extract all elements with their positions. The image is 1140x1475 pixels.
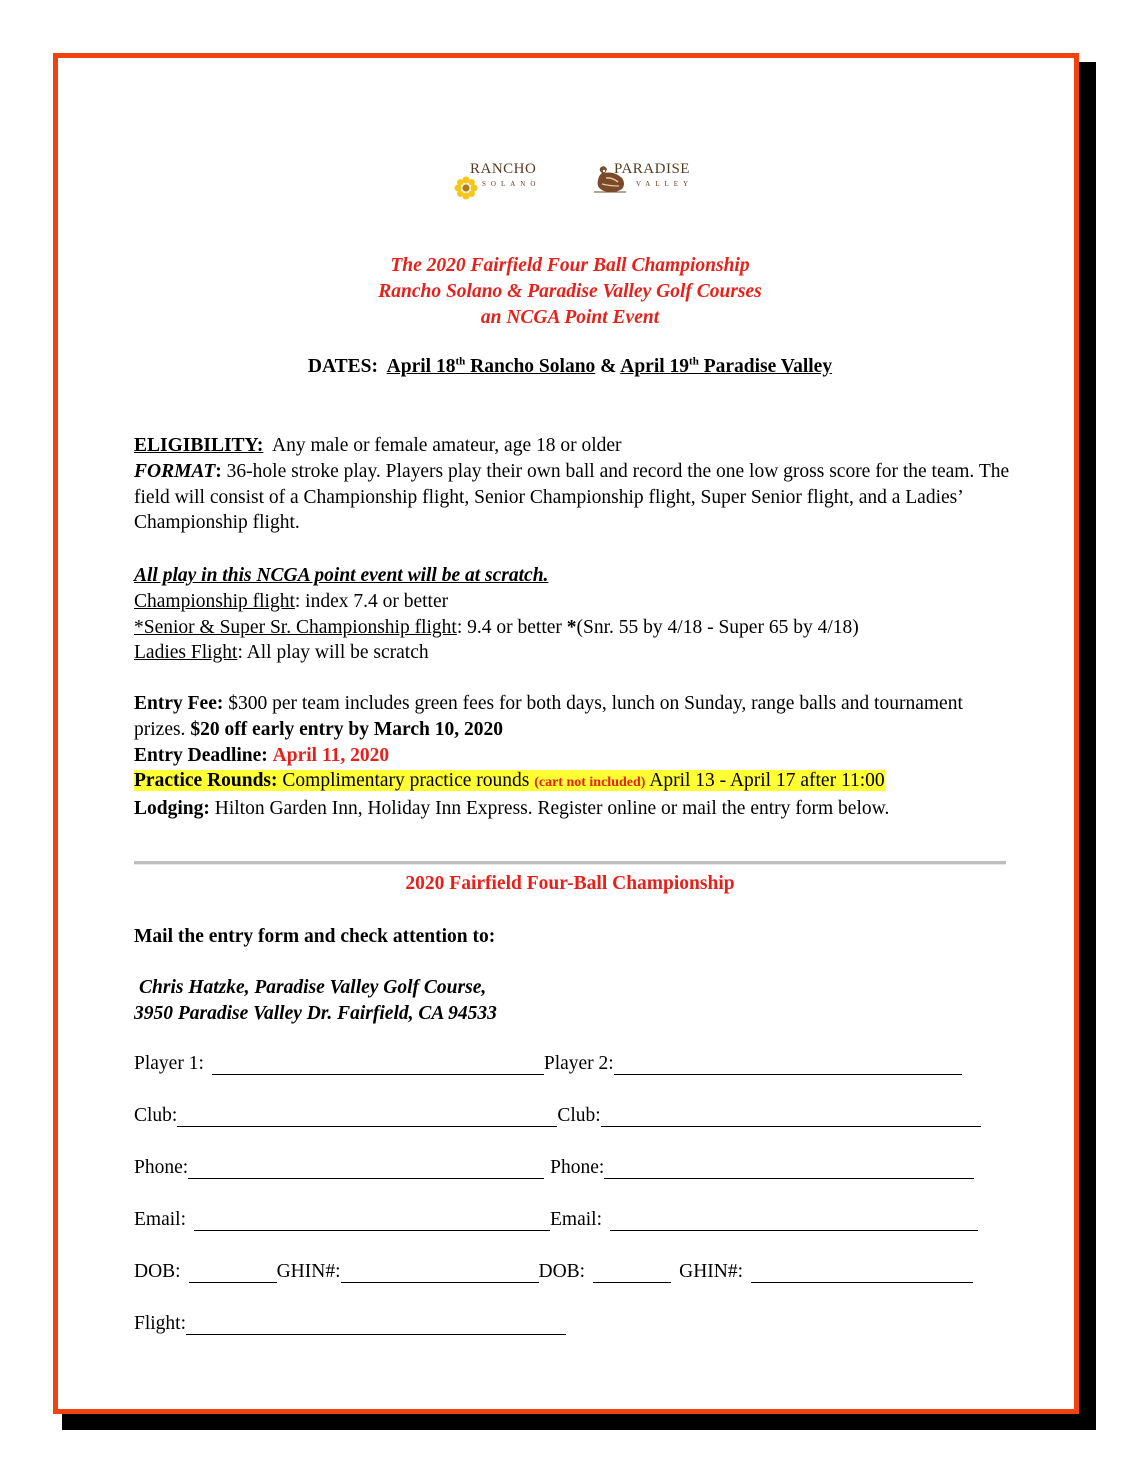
- entry-fee-text: $300 per team includes green fees for both days, lunch on Sunday, range balls and tournament prizes.: [134, 693, 963, 740]
- entry-deadline-value: April 11, 2020: [272, 744, 390, 766]
- flights-section: [134, 563, 1014, 666]
- event-title-block: [0, 253, 1140, 331]
- entry-fee-discount: $20 off early entry by March 10, 2020: [190, 718, 503, 740]
- eligibility-text: Any male or female amateur, age 18 or older: [272, 435, 622, 456]
- email2-label: Email:: [550, 1209, 602, 1230]
- format-text: 36-hole stroke play. Players play their own ball and record the one low gross score for the team. The field will consist of a Championship flight, Senior Championship flight, Super Senior flight, and a Ladies’ Championship flight.: [134, 460, 1010, 534]
- paradise-logo-word: PARADISE: [614, 161, 690, 177]
- date1-day: April 18: [386, 356, 456, 377]
- flight-senior: [134, 615, 1014, 641]
- eligibility-label: ELIGIBILITY:: [134, 435, 264, 456]
- eligibility-line: [134, 433, 1014, 459]
- flight-label: Flight:: [134, 1313, 187, 1334]
- phone1-input[interactable]: [188, 1160, 544, 1179]
- flight-ladies: [134, 640, 1014, 666]
- rancho-logo-sub: SOLANO: [482, 180, 541, 188]
- entry-fee-label: Entry Fee:: [134, 693, 224, 714]
- phone1-label: Phone:: [134, 1157, 189, 1178]
- ghin1-input[interactable]: [341, 1264, 539, 1283]
- email1-input[interactable]: [194, 1212, 550, 1231]
- flight-championship: [134, 589, 1014, 615]
- date1-suffix: th: [455, 355, 466, 368]
- club2-input[interactable]: [601, 1108, 981, 1127]
- flight1-text: : index 7.4 or better: [294, 590, 449, 612]
- event-dates: [0, 356, 1140, 378]
- address-line2: 3950 Paradise Valley Dr. Fairfield, CA 94533: [134, 1002, 497, 1024]
- lodging-text: Hilton Garden Inn, Holiday Inn Express. Register online or mail the entry form below.: [209, 798, 890, 820]
- practice-rounds-line: [134, 768, 1014, 796]
- entry-deadline-label: Entry Deadline:: [134, 744, 268, 766]
- flight2-note: (Snr. 55 by 4/18 - Super 65 by 4/18): [576, 616, 859, 638]
- event-courses: Rancho Solano & Paradise Valley Golf Courses: [378, 281, 762, 302]
- dates-amp: &: [600, 356, 617, 377]
- section-divider: [134, 861, 1006, 865]
- flight3-label: Ladies Flight: [134, 642, 238, 664]
- format-paragraph: [134, 459, 1014, 536]
- entry-deadline-line: [134, 743, 1014, 769]
- ghin2-label: GHIN#:: [679, 1261, 744, 1282]
- practice-label: Practice Rounds:: [134, 770, 278, 792]
- paradise-logo-sub: VALLEY: [636, 180, 694, 188]
- practice-cart-note: (cart not included): [534, 775, 646, 791]
- format-label: FORMAT: [134, 460, 216, 482]
- eligibility-format-section: [134, 433, 1014, 536]
- entry-form-title: 2020 Fairfield Four-Ball Championship: [405, 873, 735, 894]
- entry-section: [134, 691, 1014, 822]
- format-colon: :: [215, 460, 222, 482]
- practice-dates: April 13 - April 17 after 11:00: [645, 770, 885, 792]
- flight-input[interactable]: [186, 1316, 566, 1335]
- date2-day: April 19: [620, 356, 690, 377]
- scratch-heading: All play in this NCGA point event will be at scratch.: [134, 565, 549, 586]
- club2-label: Club:: [557, 1105, 601, 1126]
- rancho-logo-word: RANCHO: [470, 161, 537, 177]
- practice-text: Complimentary practice rounds: [277, 770, 535, 792]
- entry-fee-paragraph: [134, 691, 1014, 743]
- mailing-address: [134, 975, 1014, 1027]
- sunflower-icon: [454, 176, 478, 200]
- flight2-label: *Senior & Super Sr. Championship flight: [134, 616, 457, 638]
- dob2-input[interactable]: [593, 1264, 671, 1283]
- flight2-star: *: [566, 616, 577, 638]
- event-title: The 2020 Fairfield Four Ball Championship: [390, 255, 750, 276]
- dob1-label: DOB:: [134, 1261, 181, 1282]
- dob2-label: DOB:: [538, 1261, 586, 1282]
- player2-label: Player 2:: [543, 1053, 614, 1074]
- date-paradise: [620, 356, 832, 377]
- email-row: [134, 1209, 978, 1231]
- dates-label: DATES:: [307, 356, 378, 377]
- ghin2-input[interactable]: [751, 1264, 973, 1283]
- flight1-label: Championship flight: [134, 590, 295, 612]
- date2-suffix: th: [689, 355, 699, 368]
- email2-input[interactable]: [610, 1212, 978, 1231]
- flight2-text: : 9.4 or better: [456, 616, 567, 638]
- player1-row: [134, 1053, 962, 1075]
- mail-heading: [134, 924, 1014, 950]
- date2-course: Paradise Valley: [698, 356, 833, 377]
- logo-row: [440, 158, 710, 208]
- phone2-input[interactable]: [604, 1160, 974, 1179]
- flight3-text: : All play will be scratch: [237, 642, 429, 664]
- phone-row: [134, 1157, 974, 1179]
- event-subtitle: an NCGA Point Event: [480, 307, 660, 328]
- mail-heading-text: Mail the entry form and check attention to:: [134, 926, 496, 947]
- player1-label: Player 1:: [134, 1053, 204, 1074]
- email1-label: Email:: [134, 1209, 186, 1230]
- address-line1: Chris Hatzke, Paradise Valley Golf Course,: [139, 977, 487, 998]
- date-rancho: [387, 356, 596, 377]
- date1-course: Rancho Solano: [465, 356, 596, 377]
- player2-input[interactable]: [614, 1056, 962, 1075]
- lodging-line: [134, 796, 1014, 822]
- club-row: [134, 1105, 981, 1127]
- flight-row: [134, 1313, 566, 1335]
- club1-label: Club:: [134, 1105, 178, 1126]
- player1-input[interactable]: [212, 1056, 544, 1075]
- rancho-solano-logo: [448, 158, 548, 208]
- dob1-input[interactable]: [189, 1264, 277, 1283]
- lodging-label: Lodging:: [134, 798, 210, 820]
- phone2-label: Phone:: [550, 1157, 605, 1178]
- paradise-valley-logo: [590, 158, 710, 208]
- dob-ghin-row: [134, 1261, 973, 1283]
- ghin1-label: GHIN#:: [276, 1261, 341, 1282]
- club1-input[interactable]: [177, 1108, 557, 1127]
